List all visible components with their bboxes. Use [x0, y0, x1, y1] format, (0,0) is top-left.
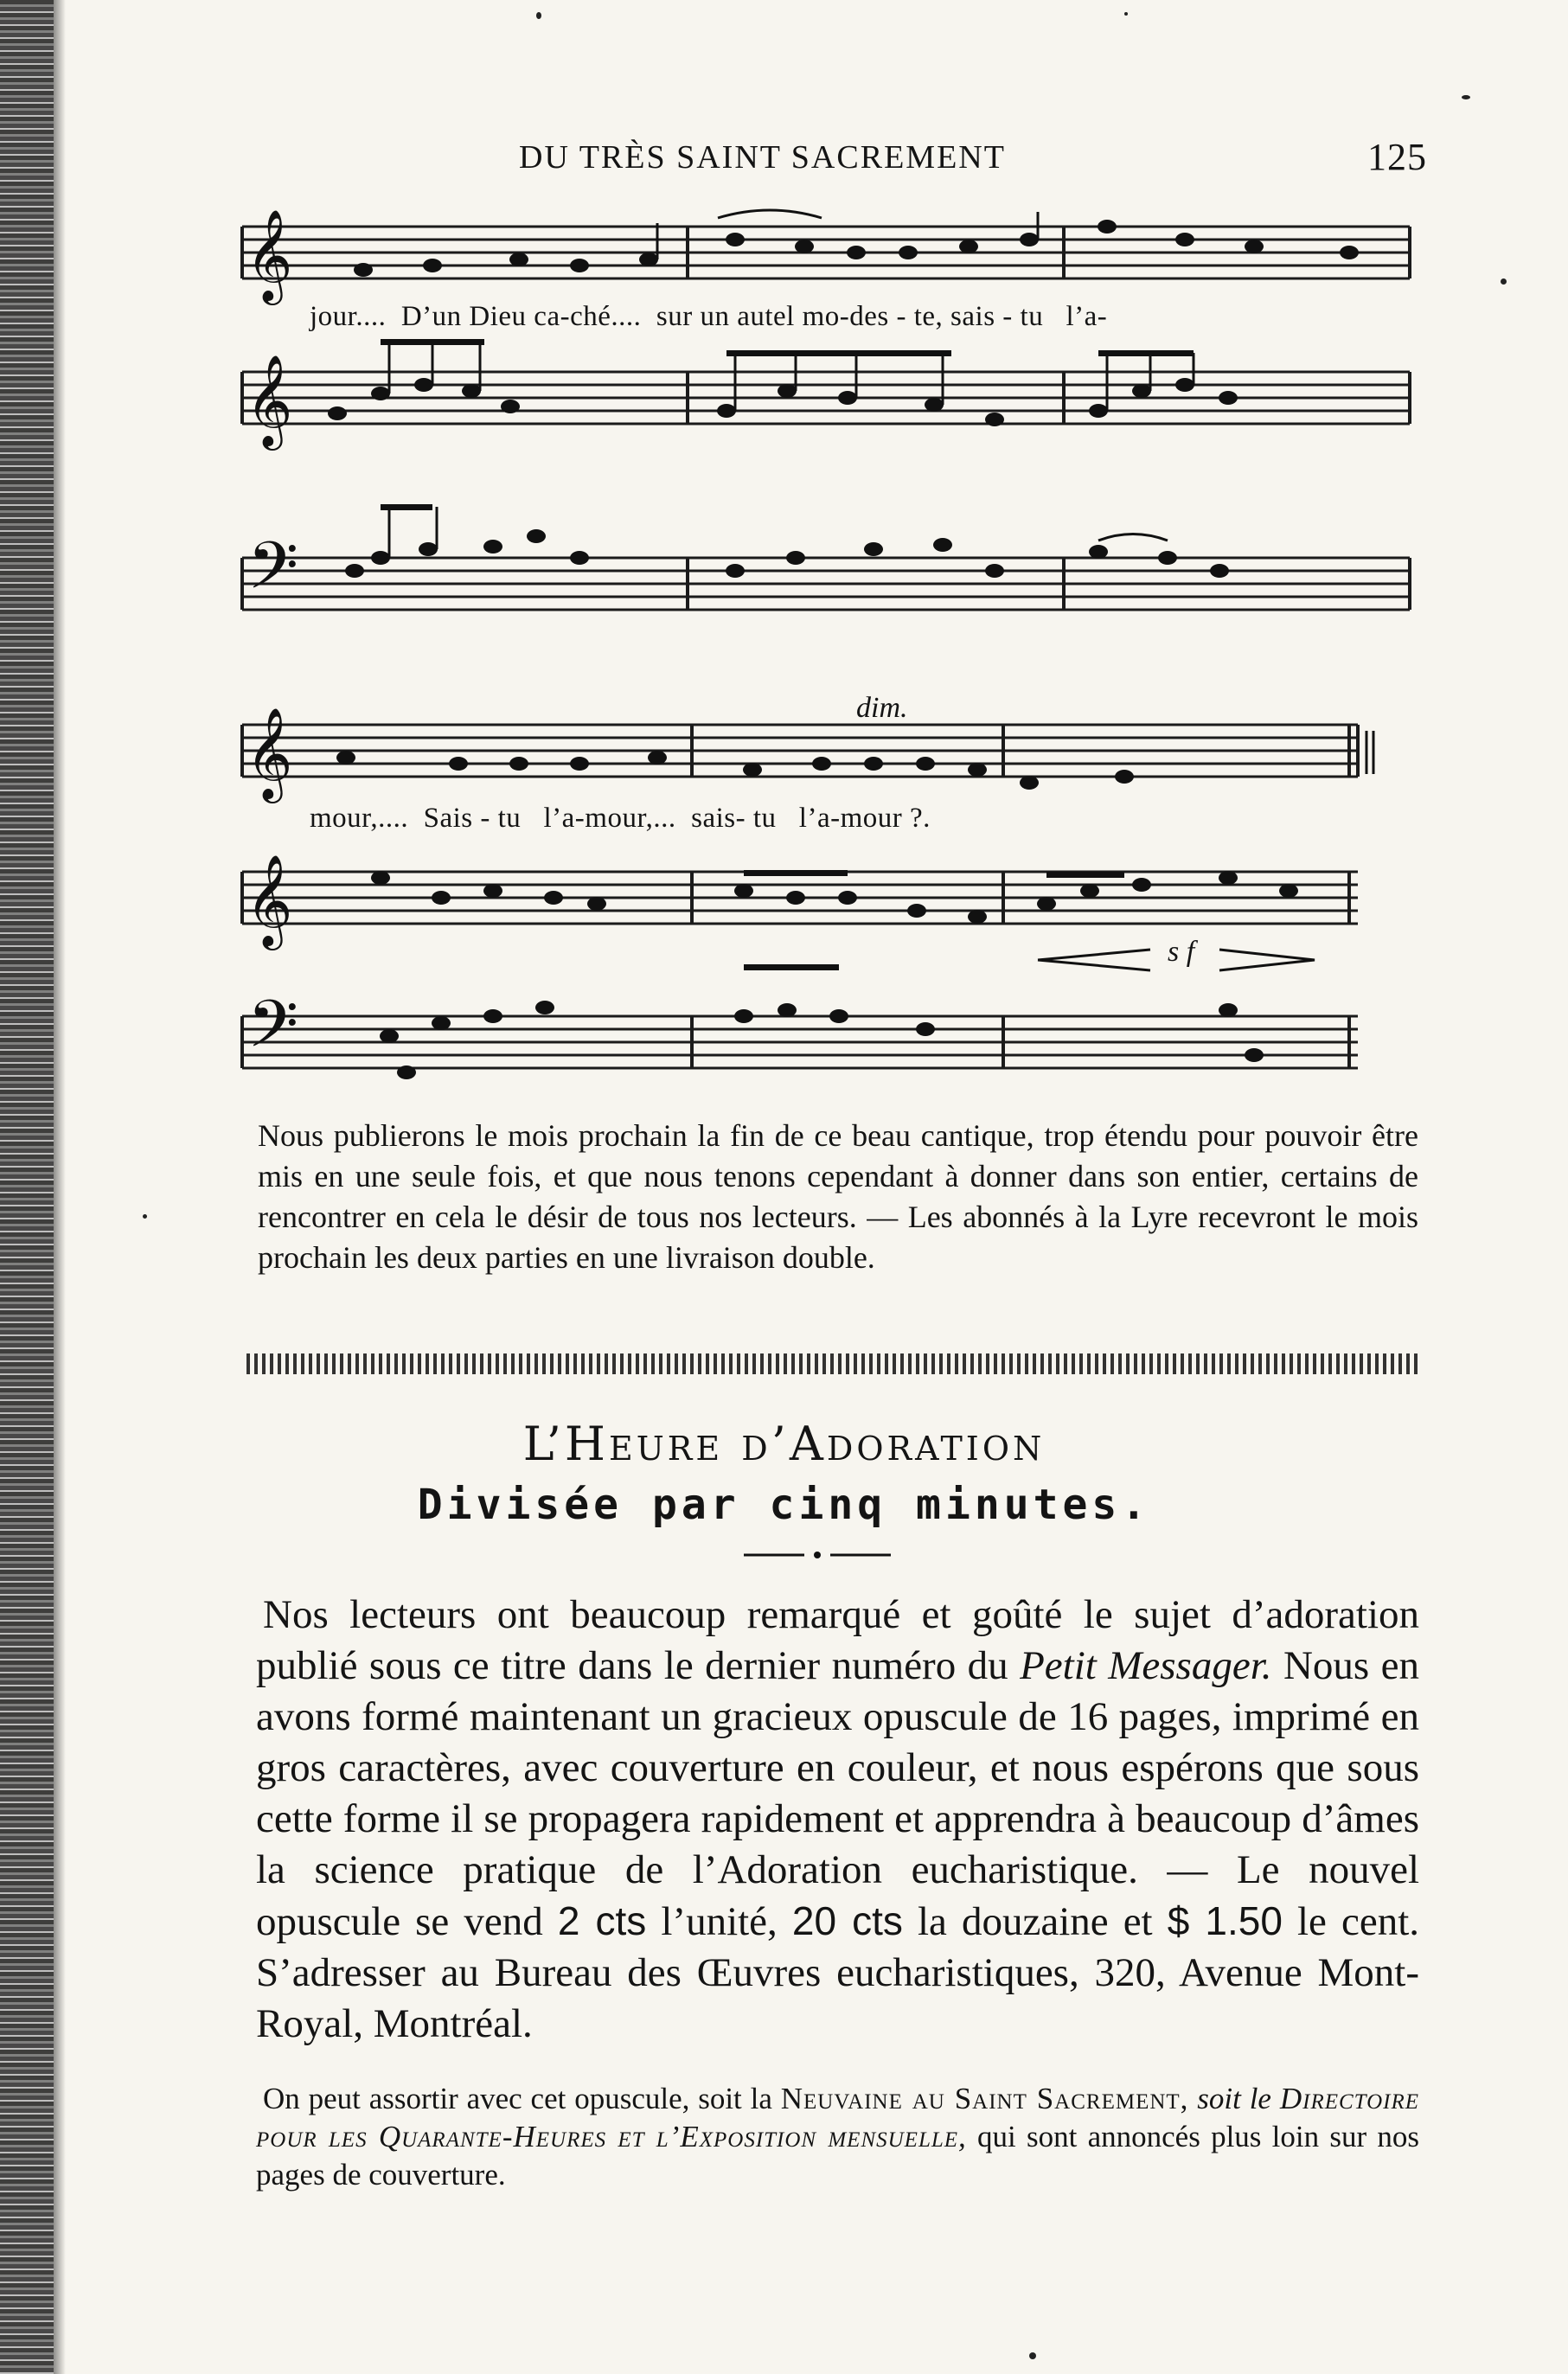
dash-ornament — [744, 1548, 891, 1560]
book-binding-edge — [0, 0, 54, 2374]
paper-speck — [1029, 2352, 1036, 2359]
price-hundred: $ 1.50 — [1167, 1898, 1283, 1943]
score-system-1 — [234, 208, 1418, 640]
related-text-2: soit le — [1197, 2082, 1271, 2115]
paper-speck — [1124, 12, 1128, 16]
announcement-paragraph — [256, 1590, 1419, 2050]
svg-text:𝄞: 𝄞 — [246, 854, 293, 946]
paper-speck — [1462, 95, 1470, 99]
piano-bass-staff-2 — [242, 964, 1358, 1079]
section-subtitle: Divisée par cinq minutes. — [417, 1481, 1151, 1529]
binding-shadow — [54, 0, 66, 2374]
dynamic-sf: s f — [1168, 936, 1195, 968]
body-text-3: S’adresser au Bureau des Œuvres eucharistiques, 320, Avenue Mont-Royal, Montréal. — [256, 1950, 1419, 2046]
ornamental-divider — [246, 1353, 1421, 1374]
dynamic-dim: dim. — [856, 692, 908, 724]
paper-speck — [1501, 278, 1507, 285]
svg-text:𝄞: 𝄞 — [246, 208, 293, 301]
related-text-3: qui sont annoncés plus loin sur nos pages de couverture. — [256, 2120, 1419, 2192]
svg-text:𝄢: 𝄢 — [247, 528, 299, 620]
related-text-1: On peut assortir avec cet opuscule, soit la — [263, 2082, 772, 2115]
music-system-2 — [234, 675, 1418, 1107]
music-system-1 — [234, 208, 1418, 640]
price-unit-label: l’unité, — [661, 1899, 778, 1944]
piano-treble-staff-1 — [242, 339, 1410, 451]
neuvaine-title: Neuvaine au Saint Sacrement, — [780, 2082, 1189, 2115]
section-title: L’Heure d’Adoration — [522, 1417, 1046, 1471]
page-number: 125 — [1367, 136, 1427, 178]
publication-title: Petit Messager. — [1020, 1643, 1272, 1688]
voice-staff-2 — [242, 707, 1373, 803]
related-publications-paragraph — [256, 2080, 1419, 2194]
svg-text:𝄞: 𝄞 — [246, 707, 293, 799]
price-unit: 2 cts — [557, 1898, 647, 1943]
score-system-2 — [234, 675, 1418, 1107]
price-dozen-label: la douzaine et — [918, 1899, 1153, 1944]
price-dozen: 20 cts — [791, 1898, 903, 1943]
price-hundred-label: le cent. — [1297, 1899, 1420, 1944]
editorial-note — [258, 1116, 1418, 1278]
page-header — [519, 138, 1427, 190]
directoire-title: Directoire pour les Quarante-Heures et l’Exposition mensuelle, — [256, 2082, 1420, 2153]
svg-text:𝄞: 𝄞 — [246, 354, 293, 446]
editorial-note-text: Nous publierons le mois prochain la fin de ce beau cantique, trop étendu pour pouvoir être mis en une seule fois, et que nous tenons cependant à donner dans son entier, certains de rencontrer en cela le désir de tous nos lecteurs. — Les abonnés à la Lyre recevront le mois prochain les deux parties en une livraison double. — [258, 1118, 1418, 1275]
running-title: DU TRÈS SAINT SACREMENT — [519, 139, 1006, 176]
svg-text:𝄢: 𝄢 — [247, 986, 299, 1078]
paper-speck — [536, 12, 541, 19]
lyrics-line-2: mour,.... Sais - tu l’a-mour,... sais- tu l’a-mour ?. — [310, 803, 931, 834]
paper-speck — [143, 1214, 147, 1219]
piano-bass-staff-1 — [242, 504, 1410, 620]
lyrics-line-1: jour.... D’un Dieu ca-ché.... sur un autel mo-des - te, sais - tu l’a- — [310, 301, 1108, 332]
voice-staff-1 — [242, 208, 1410, 305]
body-text-1: Nos lecteurs ont beaucoup remarqué et goûté le sujet d’adoration publié sous ce titre dans le dernier numéro du — [256, 1592, 1419, 1688]
body-text-2: Nous en avons formé maintenant un gracieux opuscule de 16 pages, imprimé en gros caractères, avec couverture en couleur, et nous espérons que sous cette forme il se propagera rapidement et apprendra à beaucoup d’âmes la science pratique de l’Adoration eucharistique. — Le nouvel opuscule se vend — [256, 1643, 1420, 1944]
